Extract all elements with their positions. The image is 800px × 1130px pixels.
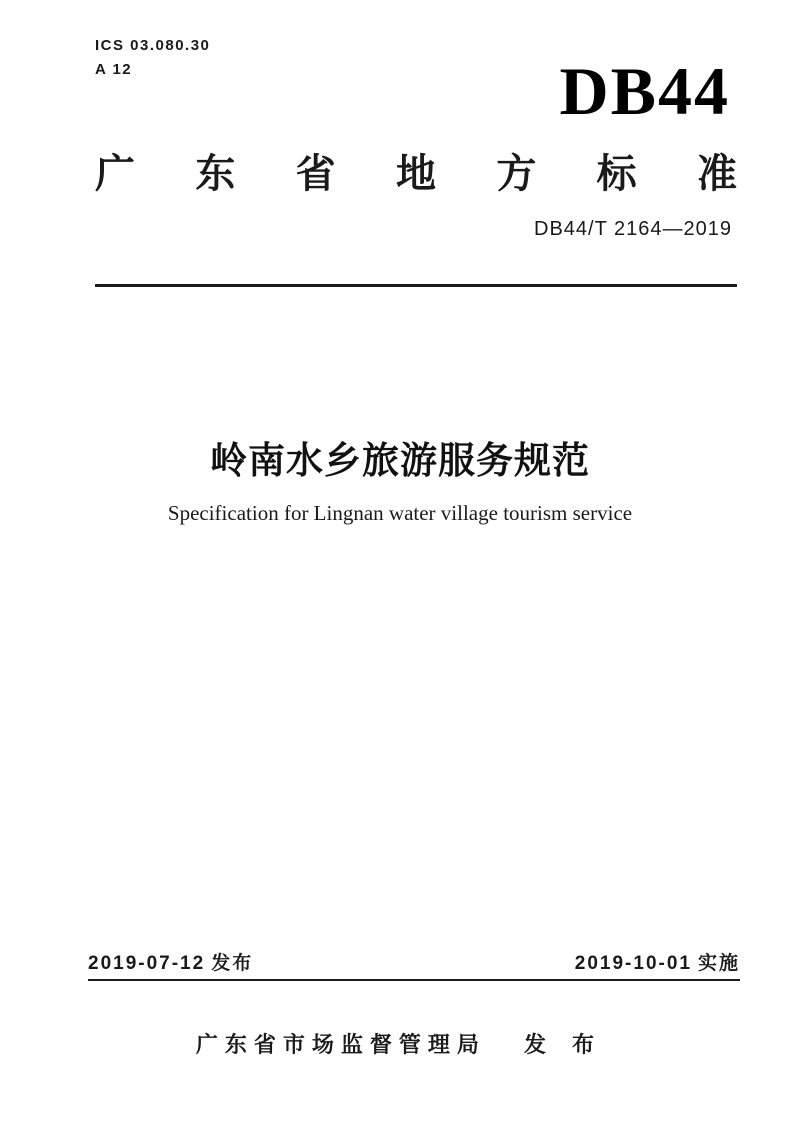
- publisher-row: [0, 1028, 800, 1059]
- standard-number: DB44/T 2164—2019: [534, 218, 732, 240]
- publisher-name: 广东省市场监督管理局: [195, 1032, 486, 1057]
- db44-logo: DB44: [559, 53, 730, 129]
- standard-type-char: 东: [195, 152, 236, 196]
- dates-row: [88, 948, 740, 981]
- standard-type-char: 省: [295, 152, 336, 196]
- standard-type-char: 方: [496, 152, 537, 196]
- header-rule: [95, 284, 737, 287]
- issue-date-group: [88, 948, 253, 975]
- issue-date: 2019-07-12: [88, 953, 206, 974]
- standard-type-char: 广: [95, 152, 135, 196]
- issue-label: 发布: [211, 953, 254, 974]
- standard-type-char: 标: [596, 152, 637, 196]
- classification-code: A 12: [95, 61, 133, 78]
- publisher-action: 发 布: [523, 1032, 605, 1057]
- document-title-en: Specification for Lingnan water village tourism service: [167, 501, 633, 525]
- implementation-date: 2019-10-01: [574, 953, 692, 974]
- standard-type-char: 地: [395, 152, 436, 196]
- standard-type-title: [95, 152, 737, 196]
- implementation-label: 实施: [697, 953, 740, 974]
- ics-block: [95, 34, 210, 82]
- document-title-zh: 岭南水乡旅游服务规范: [210, 440, 590, 481]
- implementation-date-group: [575, 948, 740, 975]
- standard-type-char: 准: [696, 152, 737, 196]
- ics-code: ICS 03.080.30: [95, 37, 211, 54]
